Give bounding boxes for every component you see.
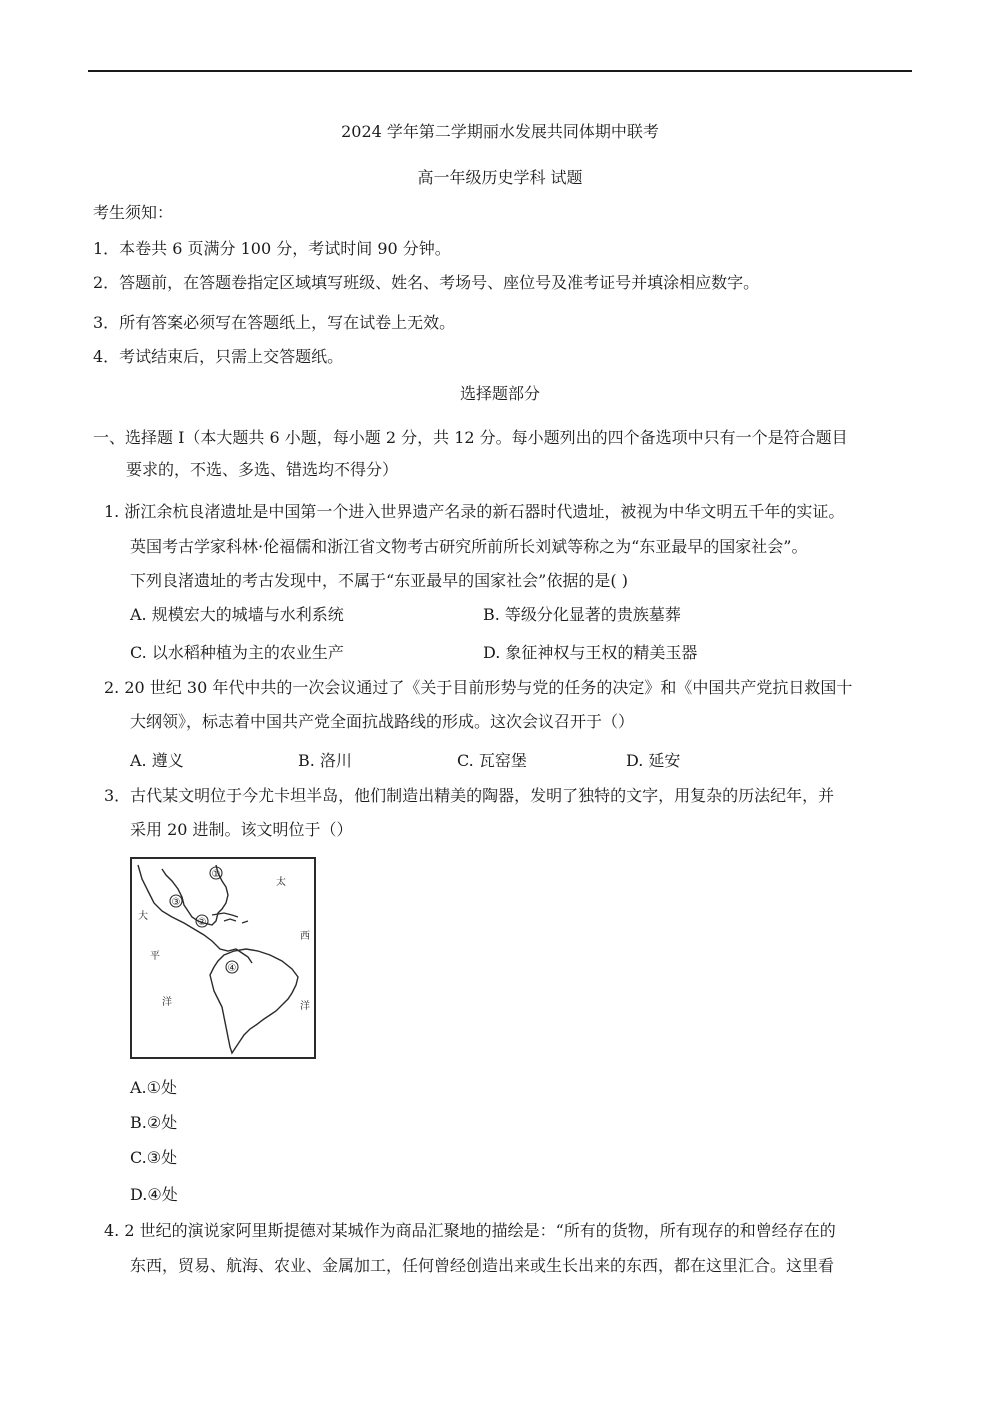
north-america-outline: [138, 865, 252, 963]
question-line: 1. 浙江余杭良渚遗址是中国第一个进入世界遗产名录的新石器时代遗址，被视为中华文明五千年的实证。: [104, 502, 845, 521]
americas-map: [130, 857, 316, 1059]
question-line: 3．古代某文明位于今尤卡坦半岛，他们制造出精美的陶器，发明了独特的文字，用复杂的历法纪年，并: [104, 786, 835, 805]
question-line: 4. 2 世纪的演说家阿里斯提德对某城作为商品汇聚地的描绘是：“所有的货物，所有现存的和曾经存在的: [104, 1221, 836, 1240]
option-a[interactable]: A. 遵义: [130, 751, 184, 770]
question-line: 英国考古学家科林·伦福儒和浙江省文物考古研究所前所长刘斌等称之为“东亚最早的国家社会”。: [130, 537, 808, 556]
option-c[interactable]: C. 以水稻种植为主的农业生产: [130, 643, 344, 662]
map-label: ②: [197, 917, 207, 928]
map-label: 太: [276, 877, 286, 888]
top-rule: [88, 70, 912, 72]
question-line: 东西，贸易、航海、农业、金属加工，任何曾经创造出来或生长出来的东西，都在这里汇合。这里看: [130, 1256, 835, 1275]
question-line: 采用 20 进制。该文明位于（）: [130, 820, 353, 839]
section-heading-continued: 要求的，不选、多选、错选均不得分）: [126, 460, 399, 479]
exam-title: 2024 学年第二学期丽水发展共同体期中联考: [341, 122, 659, 141]
option-a[interactable]: A. 规模宏大的城墙与水利系统: [130, 605, 344, 624]
map-label: 平: [150, 951, 160, 962]
option-b[interactable]: B.②处: [130, 1113, 178, 1132]
option-c[interactable]: C. 瓦窑堡: [457, 751, 527, 770]
map-label: 洋: [162, 997, 172, 1008]
part-title: 选择题部分: [459, 384, 540, 403]
notice-item: 1．本卷共 6 页满分 100 分，考试时间 90 分钟。: [93, 239, 451, 258]
question-line: 下列良渚遗址的考古发现中，不属于“东亚最早的国家社会”依据的是( ): [130, 571, 628, 590]
option-b[interactable]: B. 等级分化显著的贵族墓葬: [483, 605, 681, 624]
map-label: 西: [300, 931, 310, 942]
notice-heading: 考生须知：: [93, 203, 174, 222]
option-d[interactable]: D. 象征神权与王权的精美玉器: [483, 643, 698, 662]
option-c[interactable]: C.③处: [130, 1148, 178, 1167]
map-label: 洋: [300, 1001, 310, 1012]
notice-item: 3．所有答案必须写在答题纸上，写在试卷上无效。: [93, 313, 456, 332]
south-america-outline: [210, 949, 298, 1053]
map-label: ④: [227, 963, 237, 974]
option-d[interactable]: D.④处: [130, 1185, 178, 1204]
question-line: 大纲领》，标志着中国共产党全面抗战路线的形成。这次会议召开于（）: [130, 712, 635, 731]
map-label: ③: [171, 897, 181, 908]
option-a[interactable]: A.①处: [130, 1078, 177, 1097]
notice-item: 4．考试结束后，只需上交答题纸。: [93, 347, 344, 366]
notice-item: 2．答题前，在答题卷指定区域填写班级、姓名、考场号、座位号及准考证号并填涂相应数字。: [93, 273, 760, 292]
option-d[interactable]: D. 延安: [626, 751, 681, 770]
question-line: 2. 20 世纪 30 年代中共的一次会议通过了《关于目前形势与党的任务的决定》和《中国共产党抗日救国十: [104, 678, 853, 697]
map-label: ①: [211, 869, 221, 880]
map-label: 大: [138, 911, 148, 922]
option-b[interactable]: B. 洛川: [298, 751, 352, 770]
exam-subtitle: 高一年级历史学科 试题: [417, 168, 583, 187]
section-heading: 一、选择题 I（本大题共 6 小题，每小题 2 分，共 12 分。每小题列出的四个备选项中只有一个是符合题目: [93, 428, 848, 447]
